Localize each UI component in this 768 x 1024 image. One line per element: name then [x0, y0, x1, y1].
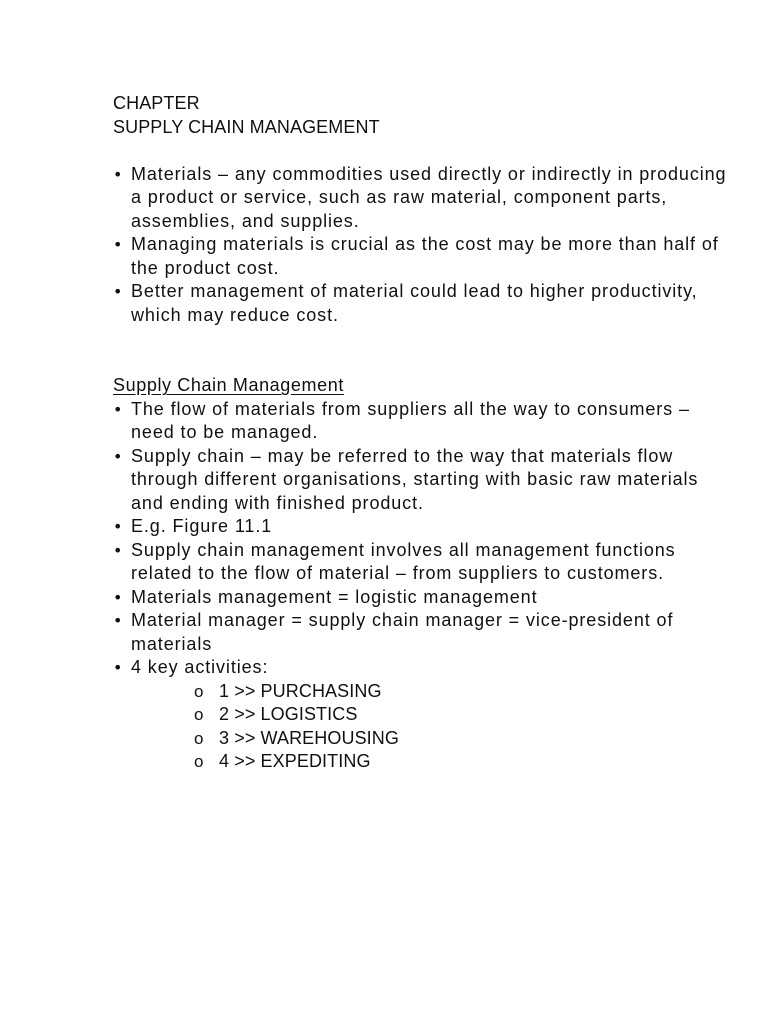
- list-item: • Supply chain – may be referred to the way that materials flow through different organisations, starting with basic raw materials and ending with finished product.: [113, 445, 733, 516]
- list-item: • Managing materials is crucial as the cost may be more than half of the product cost.: [113, 233, 733, 280]
- section-bullet-list: [113, 398, 733, 774]
- list-item: [113, 656, 733, 774]
- spacer: [113, 139, 733, 163]
- list-item: • Material manager = supply chain manager = vice-president of materials: [113, 609, 733, 656]
- list-item: • The flow of materials from suppliers all the way to consumers – need to be managed.: [113, 398, 733, 445]
- spacer: [113, 327, 733, 374]
- list-item: • Materials management = logistic management: [113, 586, 733, 610]
- intro-bullet-list: [113, 163, 733, 328]
- list-item: • E.g. Figure 11.1: [113, 515, 733, 539]
- list-item: • Better management of material could lead to higher productivity, which may reduce cost.: [113, 280, 733, 327]
- list-item: • Materials – any commodities used directly or indirectly in producing a product or service, such as raw material, component parts, assemblies, and supplies.: [113, 163, 733, 234]
- chapter-label: CHAPTER: [113, 93, 200, 113]
- section-title: Supply Chain Management: [113, 375, 344, 395]
- sub-list-item: o 1 >> PURCHASING: [131, 680, 733, 704]
- chapter-title: SUPPLY CHAIN MANAGEMENT: [113, 116, 380, 137]
- sub-list-item: o 4 >> EXPEDITING: [131, 750, 733, 774]
- list-item: • Supply chain management involves all management functions related to the flow of material – from suppliers to customers.: [113, 539, 733, 586]
- sub-list-item: o 3 >> WAREHOUSING: [131, 727, 733, 751]
- key-activities-list: [131, 680, 733, 774]
- sub-list-item: o 2 >> LOGISTICS: [131, 703, 733, 727]
- key-activities-label: 4 key activities:: [131, 657, 269, 677]
- document-page: [113, 92, 733, 774]
